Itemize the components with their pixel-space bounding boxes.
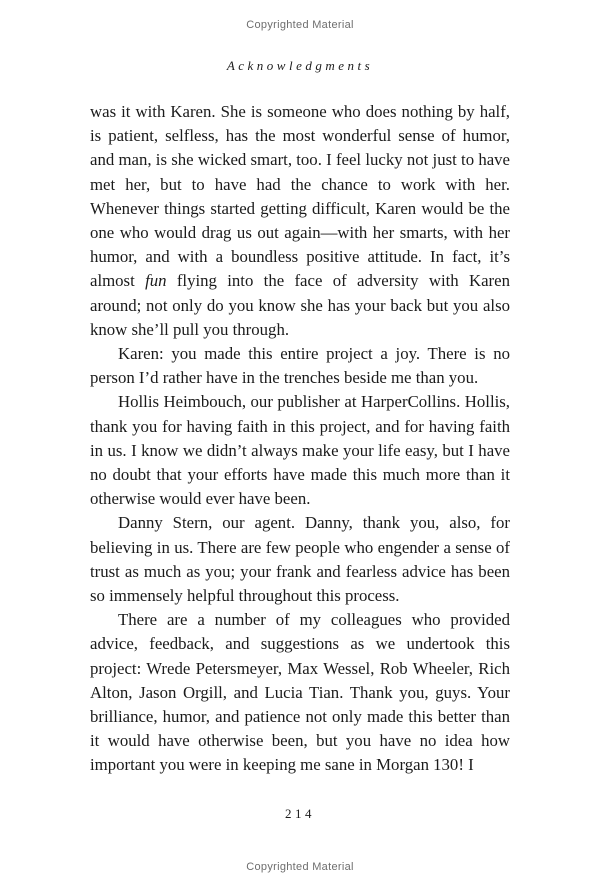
text-run: Danny Stern, our agent. Danny, thank you, also, for believing in us. There are few people who engender a sense of trust as much as you; your frank and fearless advice has been so immensely helpful throughout this process. [90, 513, 510, 606]
text-run: Karen: you made this entire project a joy. There is no person I’d rather have in the trenches beside me than you. [90, 344, 510, 388]
copyright-notice-bottom: Copyrighted Material [246, 861, 354, 873]
text-run: There are a number of my colleagues who provided advice, feedback, and suggestions as we undertook this project: Wrede Petersmeyer, Max Wessel, Rob Wheeler, Rich Alton, Jason Orgill, and Lucia Tian. Thank you, guys. Your brilliance, humor, and patience not only made this better than it would have otherwise been, but you have no idea how important you were in keeping me sane in Morgan 130! I [90, 610, 510, 775]
paragraph [90, 390, 510, 511]
text-run: Hollis Heimbouch, our publisher at HarperCollins. Hollis, thank you for having faith in this project, and for having faith in us. I know we didn’t always make your life easy, but I have no doubt that your efforts have made this much more than it otherwise would ever have been. [90, 392, 510, 509]
page-body [90, 100, 510, 778]
text-run: flying into the face of adversity with Karen around; not only do you know she has your back but you also know she’ll pull you through. [90, 271, 510, 339]
paragraph [90, 608, 510, 777]
chapter-title: Acknowledgments [226, 58, 374, 73]
paragraph [90, 100, 510, 342]
text-run: was it with Karen. She is someone who does nothing by half, is patient, selfless, has the most wonderful sense of humor, and man, is she wicked smart, too. I feel lucky not just to have met her, but to have had the chance to work with her. Whenever things started getting difficult, Karen would be the one who would drag us out again—with her smarts, with her humor, and with a boundless positive attitude. In fact, it’s almost [90, 102, 510, 291]
copyright-notice-top: Copyrighted Material [246, 19, 354, 31]
page-number: 214 [285, 806, 315, 821]
paragraph [90, 511, 510, 608]
paragraph [90, 342, 510, 390]
italic-text-run: fun [145, 271, 167, 291]
